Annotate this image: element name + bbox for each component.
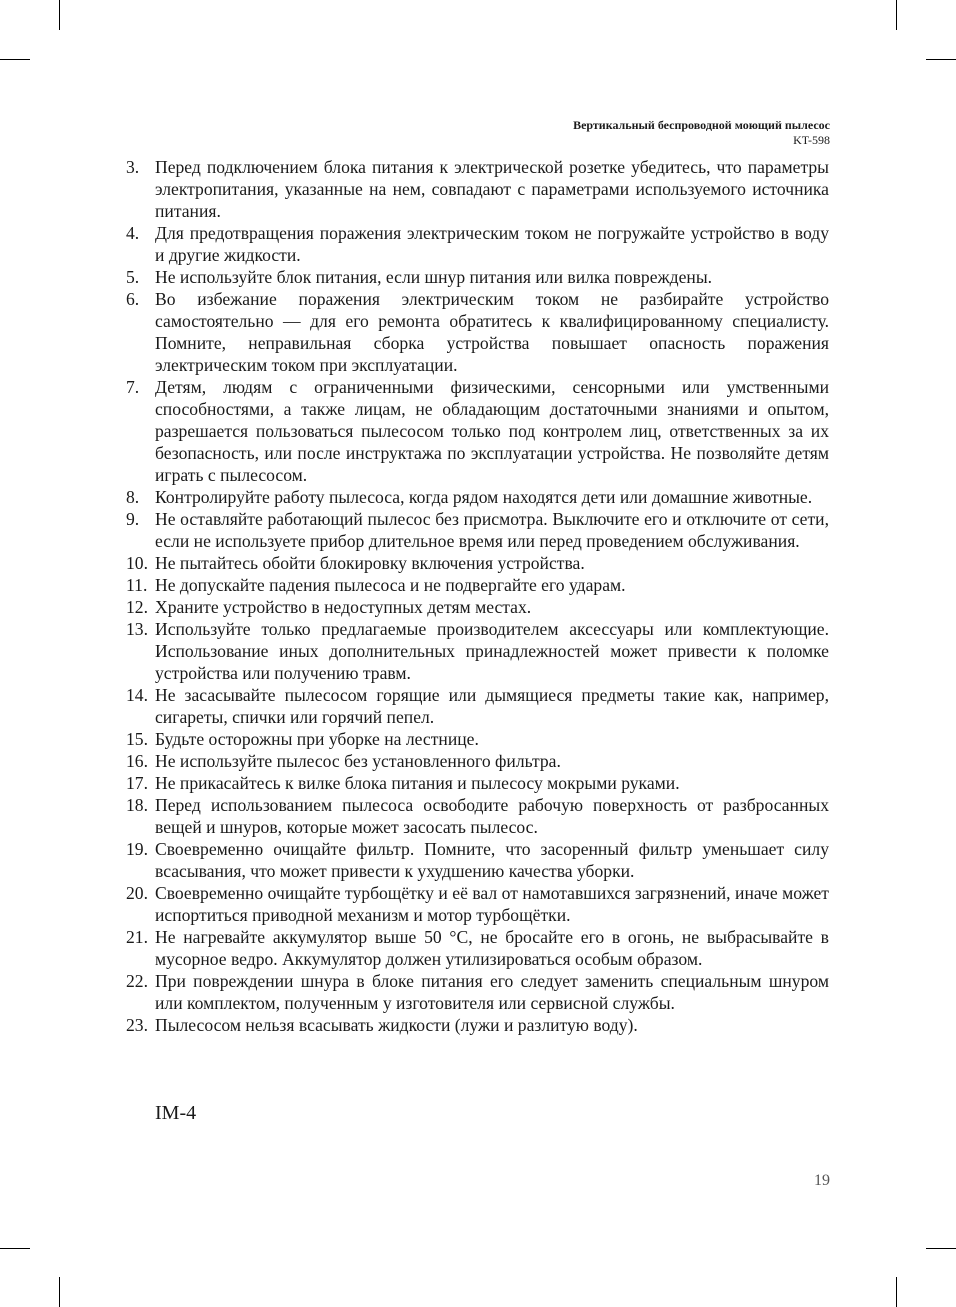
list-item-text: Перед подключением блока питания к электрической розетке убедитесь, что параметры электропитания, указанные на нем, совпадают с параметрами используемого источника питания. <box>155 157 829 221</box>
list-item <box>126 288 829 376</box>
list-item <box>126 156 829 222</box>
list-item-number: 15. <box>126 729 148 749</box>
list-item-text: Не засасывайте пылесосом горящие или дымящиеся предметы такие как, например, сигареты, спички или горячий пепел. <box>155 685 829 727</box>
list-item-text: Детям, людям с ограниченными физическими, сенсорными или умственными способностями, а также лицам, не обладающим достаточными знаниями и опытом, разрешается пользоваться пылесосом только под контролем лиц, ответственных за их безопасность, или после инструктажа по эксплуатации устройства. Не позволяйте детям играть с пылесосом. <box>155 377 829 485</box>
list-item-text: Перед использованием пылесоса освободите рабочую поверхность от разбросанных вещей и шнуров, которые может засосать пылесос. <box>155 795 829 837</box>
list-item-text: Не оставляйте работающий пылесос без присмотра. Выключите его и отключите от сети, если не используете прибор длительное время или перед проведением обслуживания. <box>155 509 829 551</box>
list-item-number: 23. <box>126 1015 148 1035</box>
list-item-text: Во избежание поражения электрическим током не разбирайте устройство самостоятельно — для его ремонта обратитесь к квалифицированному специалисту. Помните, неправильная сборка устройства повышает опасность поражения электрическим током при эксплуатации. <box>155 289 829 375</box>
list-item-number: 21. <box>126 927 148 947</box>
list-item-number: 14. <box>126 685 148 705</box>
list-item <box>126 772 829 794</box>
list-item-text: Пылесосом нельзя всасывать жидкости (лужи и разлитую воду). <box>155 1015 638 1035</box>
list-item-text: Не допускайте падения пылесоса и не подвергайте его ударам. <box>155 575 626 595</box>
list-item-number: 20. <box>126 883 148 903</box>
list-item <box>126 926 829 970</box>
list-item-number: 10. <box>126 553 148 573</box>
list-item-number: 18. <box>126 795 148 815</box>
list-item <box>126 508 829 552</box>
list-item <box>126 882 829 926</box>
list-item <box>126 376 829 486</box>
list-item-number: 7. <box>126 377 140 397</box>
crop-mark <box>0 1248 30 1249</box>
safety-instructions-list <box>126 156 829 1036</box>
crop-mark <box>926 1248 956 1249</box>
list-item <box>126 750 829 772</box>
list-item <box>126 728 829 750</box>
list-item-number: 4. <box>126 223 140 243</box>
crop-mark <box>926 59 956 60</box>
list-item-text: Будьте осторожны при уборке на лестнице. <box>155 729 479 749</box>
header-model: KT-598 <box>793 133 830 147</box>
crop-mark <box>896 1277 897 1307</box>
list-item-text: Не используйте блок питания, если шнур питания или вилка повреждены. <box>155 267 713 287</box>
crop-mark <box>59 1277 60 1307</box>
list-item-number: 8. <box>126 487 140 507</box>
list-item-number: 19. <box>126 839 148 859</box>
list-item-number: 11. <box>126 575 148 595</box>
list-item <box>126 1014 829 1036</box>
list-item <box>126 266 829 288</box>
list-item <box>126 794 829 838</box>
list-item-text: Своевременно очищайте турбощётку и её вал от намотавшихся загрязнений, иначе может испортиться приводной механизм и мотор турбощётки. <box>155 883 829 925</box>
list-item-text: Не нагревайте аккумулятор выше 50 °C, не бросайте его в огонь, не выбрасывайте в мусорное ведро. Аккумулятор должен утилизироваться особым образом. <box>155 927 829 969</box>
running-header <box>573 118 830 148</box>
list-item-text: Для предотвращения поражения электрическим током не погружайте устройство в воду и другие жидкости. <box>155 223 829 265</box>
list-item-number: 16. <box>126 751 148 771</box>
crop-mark <box>59 0 60 30</box>
list-item <box>126 486 829 508</box>
header-title: Вертикальный беспроводной моющий пылесос <box>573 118 830 132</box>
list-item <box>126 618 829 684</box>
list-item <box>126 596 829 618</box>
list-item <box>126 970 829 1014</box>
crop-mark <box>896 0 897 30</box>
page-number: 19 <box>814 1172 830 1189</box>
list-item <box>126 838 829 882</box>
list-item-number: 6. <box>126 289 140 309</box>
list-item-number: 3. <box>126 157 140 177</box>
list-item-text: Не используйте пылесос без установленного фильтра. <box>155 751 561 771</box>
list-item <box>126 222 829 266</box>
list-item <box>126 574 829 596</box>
list-item <box>126 552 829 574</box>
list-item-number: 13. <box>126 619 148 639</box>
list-item-number: 12. <box>126 597 148 617</box>
list-item-text: Контролируйте работу пылесоса, когда рядом находятся дети или домашние животные. <box>155 487 813 507</box>
list-item-text: Своевременно очищайте фильтр. Помните, что засоренный фильтр уменьшает силу всасывания, что может привести к ухудшению качества уборки. <box>155 839 829 881</box>
list-item-text: Не прикасайтесь к вилке блока питания и пылесосу мокрыми руками. <box>155 773 680 793</box>
crop-mark <box>0 59 30 60</box>
list-item-text: Не пытайтесь обойти блокировку включения устройства. <box>155 553 585 573</box>
list-item-number: 5. <box>126 267 140 287</box>
list-item-text: При повреждении шнура в блоке питания его следует заменить специальным шнуром или комплектом, полученным у изготовителя или сервисной службы. <box>155 971 829 1013</box>
list-item-number: 17. <box>126 773 148 793</box>
list-item-text: Используйте только предлагаемые производителем аксессуары или комплектующие. Использование иных дополнительных принадлежностей может привести к поломке устройства или получению травм. <box>155 619 829 683</box>
list-item <box>126 684 829 728</box>
list-item-number: 22. <box>126 971 148 991</box>
list-item-text: Храните устройство в недоступных детям местах. <box>155 597 532 617</box>
list-item-number: 9. <box>126 509 140 529</box>
document-code: IM-4 <box>155 1102 197 1124</box>
